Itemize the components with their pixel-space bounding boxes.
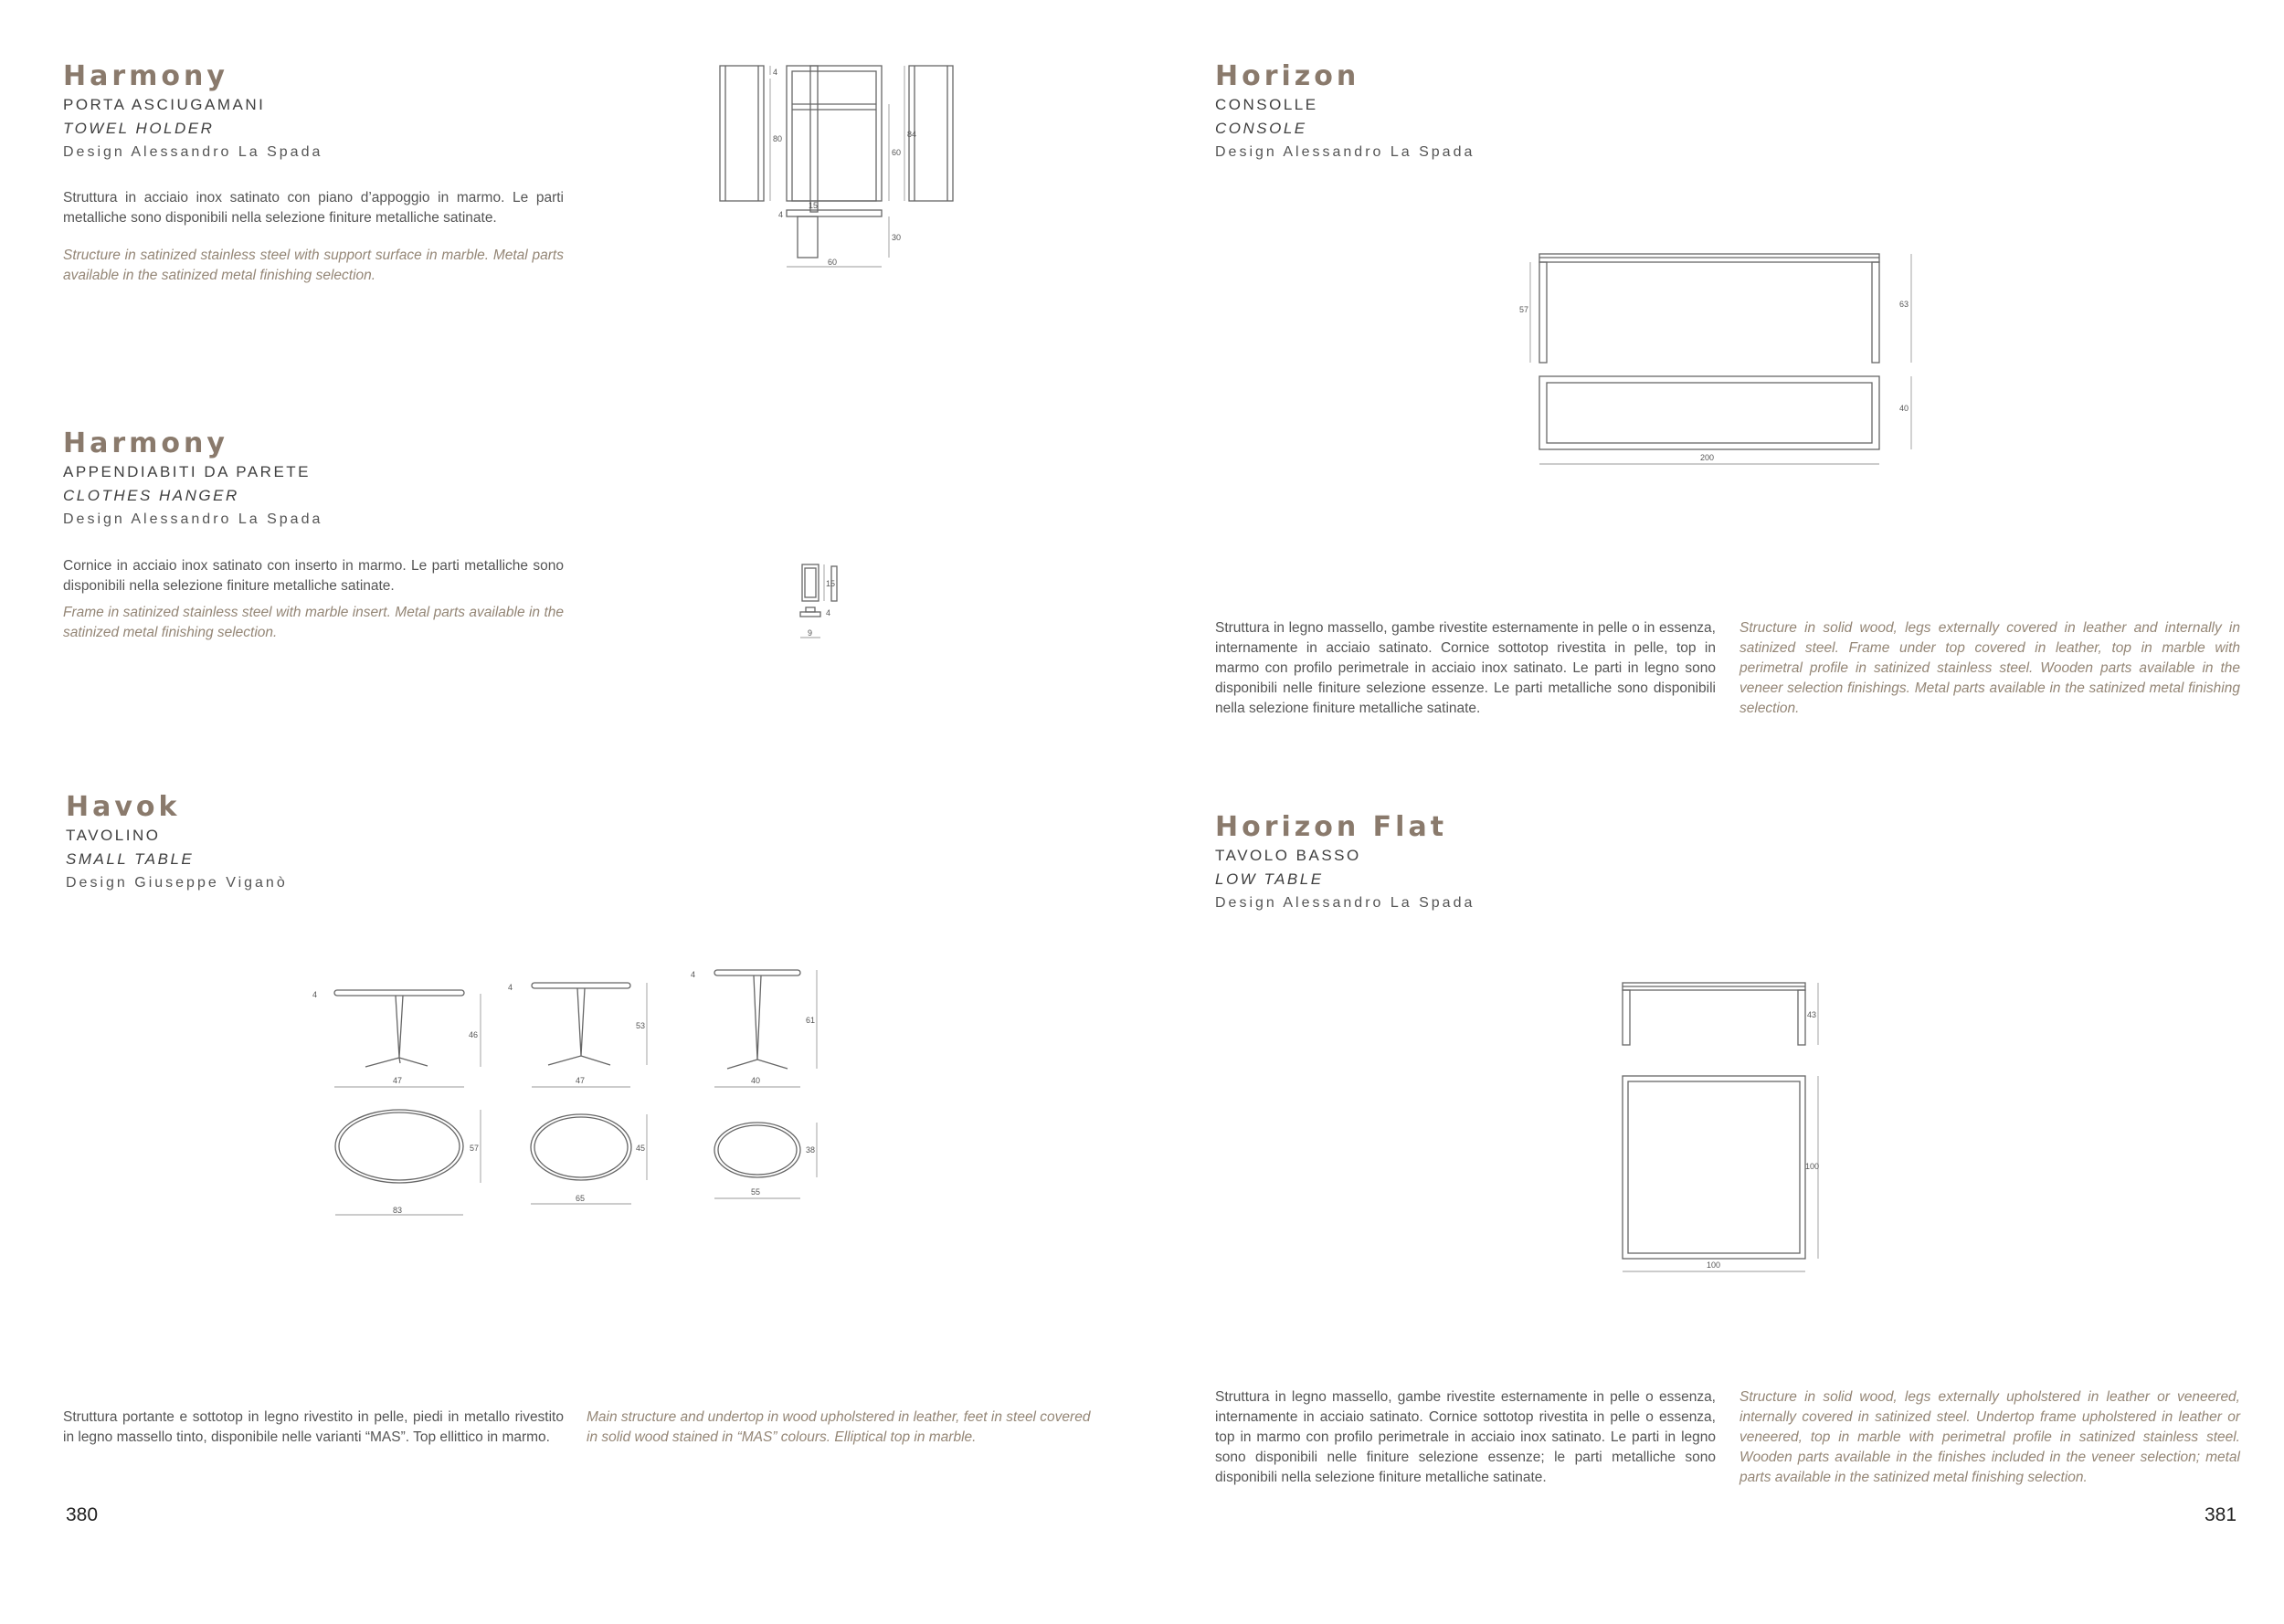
- dim-label: 47: [393, 1076, 403, 1085]
- dim-label: 60: [892, 148, 902, 157]
- product-type-en: CONSOLE: [1215, 120, 1307, 137]
- dim-label: 4: [826, 608, 831, 617]
- dim-label: 65: [576, 1194, 586, 1203]
- clothes-hanger-drawing: [797, 559, 861, 641]
- dim-label: 4: [773, 68, 778, 77]
- dim-label: 83: [393, 1206, 403, 1215]
- product-title: Havok: [66, 791, 181, 823]
- dim-label: 38: [806, 1145, 816, 1155]
- description-en: Structure in solid wood, legs externally covered in leather and internally in satinized steel. Frame under top covered in leather, top in marble with perimetral profile in satinized stainless steel. Wooden parts available in the veneer selection finishings. Metal parts available in the satinized metal finishing selection.: [1739, 620, 2240, 716]
- product-type-it: TAVOLO BASSO: [1215, 847, 1361, 864]
- description-it: Struttura in legno massello, gambe rivestite esternamente in pelle o essenza, internamente in acciaio satinato. Cornice sottotop rivestita in pelle o essenza, top in marmo con profilo perimetrale in acciaio inox satinato. Le parti in legno sono disponibili nelle finiture selezione essenze; le parti metalliche sono disponibili nella selezione finiture metalliche satinate.: [1215, 1389, 1716, 1485]
- description-en: Structure in solid wood, legs externally upholstered in leather or veneered, internally covered in satinized steel. Undertop frame upholstered in leather or veneered, top in marble with perimetral profile in satinized stainless steel. Wooden parts available in the finishes included in the veneer selection; metal parts available in the satinized metal finishing selection.: [1739, 1389, 2240, 1485]
- product-type-en: LOW TABLE: [1215, 870, 1324, 888]
- dim-label: 57: [470, 1144, 480, 1153]
- product-type-it: APPENDIABITI DA PARETE: [63, 463, 312, 480]
- dim-label: 4: [508, 983, 513, 992]
- product-title: Harmony: [63, 427, 228, 459]
- havok-drawing: [301, 959, 831, 1224]
- dim-label: 47: [576, 1076, 586, 1085]
- product-type-en: TOWEL HOLDER: [63, 120, 215, 137]
- product-type-it: PORTA ASCIUGAMANI: [63, 96, 266, 113]
- dim-label: 30: [892, 233, 902, 242]
- product-harmony-towel-holder: [63, 60, 323, 164]
- page-number-right: 381: [2205, 1504, 2237, 1525]
- product-type-en: SMALL TABLE: [66, 850, 195, 868]
- product-havok: [66, 791, 288, 895]
- dim-label: 40: [751, 1076, 761, 1085]
- description-it: Struttura portante e sottotop in legno rivestito in pelle, piedi in metallo rivestito in legno massello tinto, disponibile nelle varianti “MAS”. Top ellittico in marmo.: [63, 1409, 564, 1445]
- dim-label: 15: [826, 579, 836, 588]
- dim-label: 45: [636, 1144, 646, 1153]
- description-it: Struttura in acciaio inox satinato con piano d’appoggio in marmo. Le parti metalliche sono disponibili nella selezione finiture metalliche satinate.: [63, 190, 564, 226]
- product-designer: Design Alessandro La Spada: [63, 144, 323, 160]
- description-it: Struttura in legno massello, gambe rivestite esternamente in pelle o in essenza, internamente in acciaio satinato. Cornice sottotop rivestita in pelle, top in marmo con profilo perimetrale in acciaio inox satinato. Le parti in legno sono disponibili nelle finiture selezione essenze. Le parti metalliche sono disponibili nella selezione finiture metalliche satinate.: [1215, 620, 1716, 716]
- dim-label: 9: [808, 628, 813, 638]
- product-type-it: TAVOLINO: [66, 827, 161, 844]
- description-en: Structure in satinized stainless steel with support surface in marble. Metal parts available in the satinized metal finishing selection.: [63, 248, 564, 283]
- horizon-console-drawing: [1512, 247, 1923, 470]
- dim-label: 60: [828, 258, 838, 267]
- product-horizon-flat: [1215, 811, 1475, 915]
- dim-label: 4: [778, 210, 784, 219]
- dim-label: 61: [806, 1016, 816, 1025]
- product-title: Horizon: [1215, 60, 1360, 92]
- product-designer: Design Alessandro La Spada: [63, 511, 323, 527]
- dim-label: 80: [773, 134, 783, 143]
- dim-label: 43: [1807, 1010, 1817, 1019]
- dim-label: 84: [907, 130, 917, 139]
- dim-label: 200: [1700, 453, 1715, 462]
- dim-label: 46: [469, 1030, 479, 1039]
- product-type-it: CONSOLLE: [1215, 96, 1318, 113]
- horizon-flat-drawing: [1608, 975, 1836, 1281]
- dim-label: 53: [636, 1021, 646, 1030]
- product-designer: Design Alessandro La Spada: [1215, 895, 1475, 911]
- dim-label: 4: [312, 990, 318, 999]
- dim-label: 100: [1707, 1260, 1721, 1270]
- product-horizon: [1215, 60, 1475, 164]
- product-type-en: CLOTHES HANGER: [63, 487, 239, 504]
- description-it: Cornice in acciaio inox satinato con inserto in marmo. Le parti metalliche sono disponibili nella selezione finiture metalliche satinate.: [63, 558, 564, 594]
- product-designer: Design Alessandro La Spada: [1215, 144, 1475, 160]
- dim-label: 4: [691, 970, 696, 979]
- dim-label: 100: [1805, 1162, 1820, 1171]
- description-en: Frame in satinized stainless steel with marble insert. Metal parts available in the satinized metal finishing selection.: [63, 605, 564, 640]
- dim-label: 40: [1899, 404, 1909, 413]
- towel-holder-drawing: [703, 55, 987, 274]
- dim-label: 55: [751, 1187, 761, 1197]
- product-title: Harmony: [63, 60, 228, 92]
- dim-label: 63: [1899, 300, 1909, 309]
- dim-label: 57: [1519, 305, 1529, 314]
- product-designer: Design Giuseppe Viganò: [66, 875, 288, 891]
- page-number-left: 380: [66, 1504, 99, 1525]
- dim-label: 15: [809, 201, 819, 210]
- product-title: Horizon Flat: [1215, 811, 1448, 843]
- product-harmony-clothes-hanger: [63, 427, 323, 532]
- description-en: Main structure and undertop in wood upholstered in leather, feet in steel covered in solid wood stained in “MAS” colours. Elliptical top in marble.: [587, 1409, 1091, 1445]
